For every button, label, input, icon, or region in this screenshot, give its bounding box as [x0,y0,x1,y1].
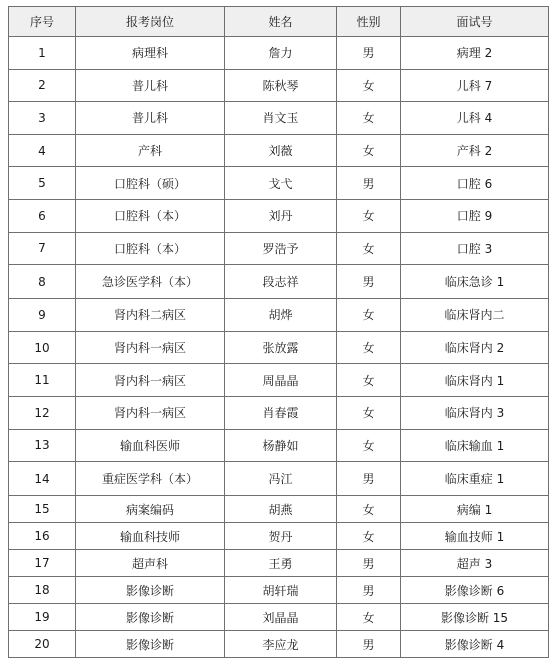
cell-name: 刘晶晶 [225,604,337,631]
cell-gender: 男 [337,167,401,200]
table-body [9,37,549,658]
cell-position: 影像诊断 [76,577,225,604]
cell-position: 输血科技师 [76,523,225,550]
table-row [9,199,549,232]
cell-name: 刘丹 [225,199,337,232]
cell-name: 胡烨 [225,299,337,332]
cell-gender: 女 [337,523,401,550]
cell-seq: 4 [9,134,76,167]
cell-gender: 女 [337,396,401,429]
table-row [9,396,549,429]
cell-position: 影像诊断 [76,604,225,631]
cell-interview-no: 产科 2 [401,134,549,167]
cell-interview-no: 临床肾内 1 [401,364,549,397]
cell-gender: 男 [337,631,401,658]
cell-name: 肖文玉 [225,102,337,135]
cell-position: 重症医学科（本） [76,462,225,496]
header-name: 姓名 [225,7,337,37]
cell-seq: 11 [9,364,76,397]
cell-interview-no: 病编 1 [401,496,549,523]
cell-name: 段志祥 [225,265,337,299]
table-row [9,37,549,70]
table-row [9,429,549,462]
interview-list-table [8,6,549,658]
header-seq: 序号 [9,7,76,37]
cell-seq: 9 [9,299,76,332]
cell-interview-no: 输血技师 1 [401,523,549,550]
cell-seq: 18 [9,577,76,604]
cell-position: 影像诊断 [76,631,225,658]
cell-interview-no: 病理 2 [401,37,549,70]
table-row [9,462,549,496]
cell-gender: 男 [337,462,401,496]
cell-name: 刘薇 [225,134,337,167]
cell-position: 肾内科一病区 [76,364,225,397]
cell-seq: 6 [9,199,76,232]
cell-seq: 7 [9,232,76,265]
cell-name: 冯江 [225,462,337,496]
cell-position: 肾内科一病区 [76,396,225,429]
cell-position: 肾内科二病区 [76,299,225,332]
cell-name: 杨静如 [225,429,337,462]
cell-seq: 12 [9,396,76,429]
cell-gender: 女 [337,299,401,332]
cell-position: 普儿科 [76,69,225,102]
table-row [9,265,549,299]
cell-gender: 女 [337,604,401,631]
cell-gender: 女 [337,331,401,364]
table-row [9,69,549,102]
header-gender: 性别 [337,7,401,37]
cell-position: 输血科医师 [76,429,225,462]
cell-name: 张放露 [225,331,337,364]
header-interview-no: 面试号 [401,7,549,37]
table-row [9,550,549,577]
cell-position: 病案编码 [76,496,225,523]
table-row [9,167,549,200]
cell-gender: 女 [337,102,401,135]
cell-interview-no: 超声 3 [401,550,549,577]
cell-seq: 19 [9,604,76,631]
cell-interview-no: 临床肾内 3 [401,396,549,429]
cell-gender: 女 [337,364,401,397]
table-row [9,604,549,631]
cell-seq: 16 [9,523,76,550]
cell-position: 急诊医学科（本） [76,265,225,299]
cell-seq: 3 [9,102,76,135]
table-row [9,232,549,265]
cell-gender: 女 [337,429,401,462]
cell-seq: 17 [9,550,76,577]
table-row [9,102,549,135]
cell-position: 肾内科一病区 [76,331,225,364]
cell-position: 产科 [76,134,225,167]
cell-gender: 女 [337,199,401,232]
cell-position: 普儿科 [76,102,225,135]
table-row [9,134,549,167]
cell-interview-no: 儿科 4 [401,102,549,135]
cell-name: 陈秋琴 [225,69,337,102]
table-row [9,577,549,604]
cell-interview-no: 影像诊断 4 [401,631,549,658]
cell-name: 肖春霞 [225,396,337,429]
cell-seq: 20 [9,631,76,658]
cell-name: 詹力 [225,37,337,70]
cell-position: 超声科 [76,550,225,577]
table-row [9,631,549,658]
cell-gender: 女 [337,496,401,523]
cell-name: 戈弋 [225,167,337,200]
cell-seq: 13 [9,429,76,462]
cell-gender: 女 [337,69,401,102]
cell-seq: 1 [9,37,76,70]
cell-name: 王勇 [225,550,337,577]
table-row [9,496,549,523]
cell-position: 口腔科（本） [76,199,225,232]
cell-position: 病理科 [76,37,225,70]
table-row [9,523,549,550]
cell-seq: 10 [9,331,76,364]
cell-gender: 男 [337,577,401,604]
cell-name: 周晶晶 [225,364,337,397]
cell-interview-no: 影像诊断 15 [401,604,549,631]
header-position: 报考岗位 [76,7,225,37]
cell-seq: 2 [9,69,76,102]
cell-name: 胡燕 [225,496,337,523]
cell-name: 贺丹 [225,523,337,550]
cell-interview-no: 临床肾内二 [401,299,549,332]
cell-gender: 男 [337,550,401,577]
table-row [9,299,549,332]
cell-interview-no: 口腔 6 [401,167,549,200]
cell-interview-no: 口腔 3 [401,232,549,265]
cell-name: 李应龙 [225,631,337,658]
cell-seq: 15 [9,496,76,523]
cell-interview-no: 临床肾内 2 [401,331,549,364]
cell-seq: 8 [9,265,76,299]
cell-seq: 14 [9,462,76,496]
cell-interview-no: 影像诊断 6 [401,577,549,604]
table-row [9,331,549,364]
cell-gender: 男 [337,265,401,299]
cell-gender: 女 [337,134,401,167]
cell-position: 口腔科（硕） [76,167,225,200]
cell-gender: 女 [337,232,401,265]
cell-interview-no: 临床急诊 1 [401,265,549,299]
cell-name: 胡轩瑞 [225,577,337,604]
cell-interview-no: 临床重症 1 [401,462,549,496]
cell-position: 口腔科（本） [76,232,225,265]
cell-seq: 5 [9,167,76,200]
cell-interview-no: 儿科 7 [401,69,549,102]
cell-name: 罗浩予 [225,232,337,265]
table-header-row [9,7,549,37]
cell-interview-no: 口腔 9 [401,199,549,232]
cell-interview-no: 临床输血 1 [401,429,549,462]
table-row [9,364,549,397]
cell-gender: 男 [337,37,401,70]
